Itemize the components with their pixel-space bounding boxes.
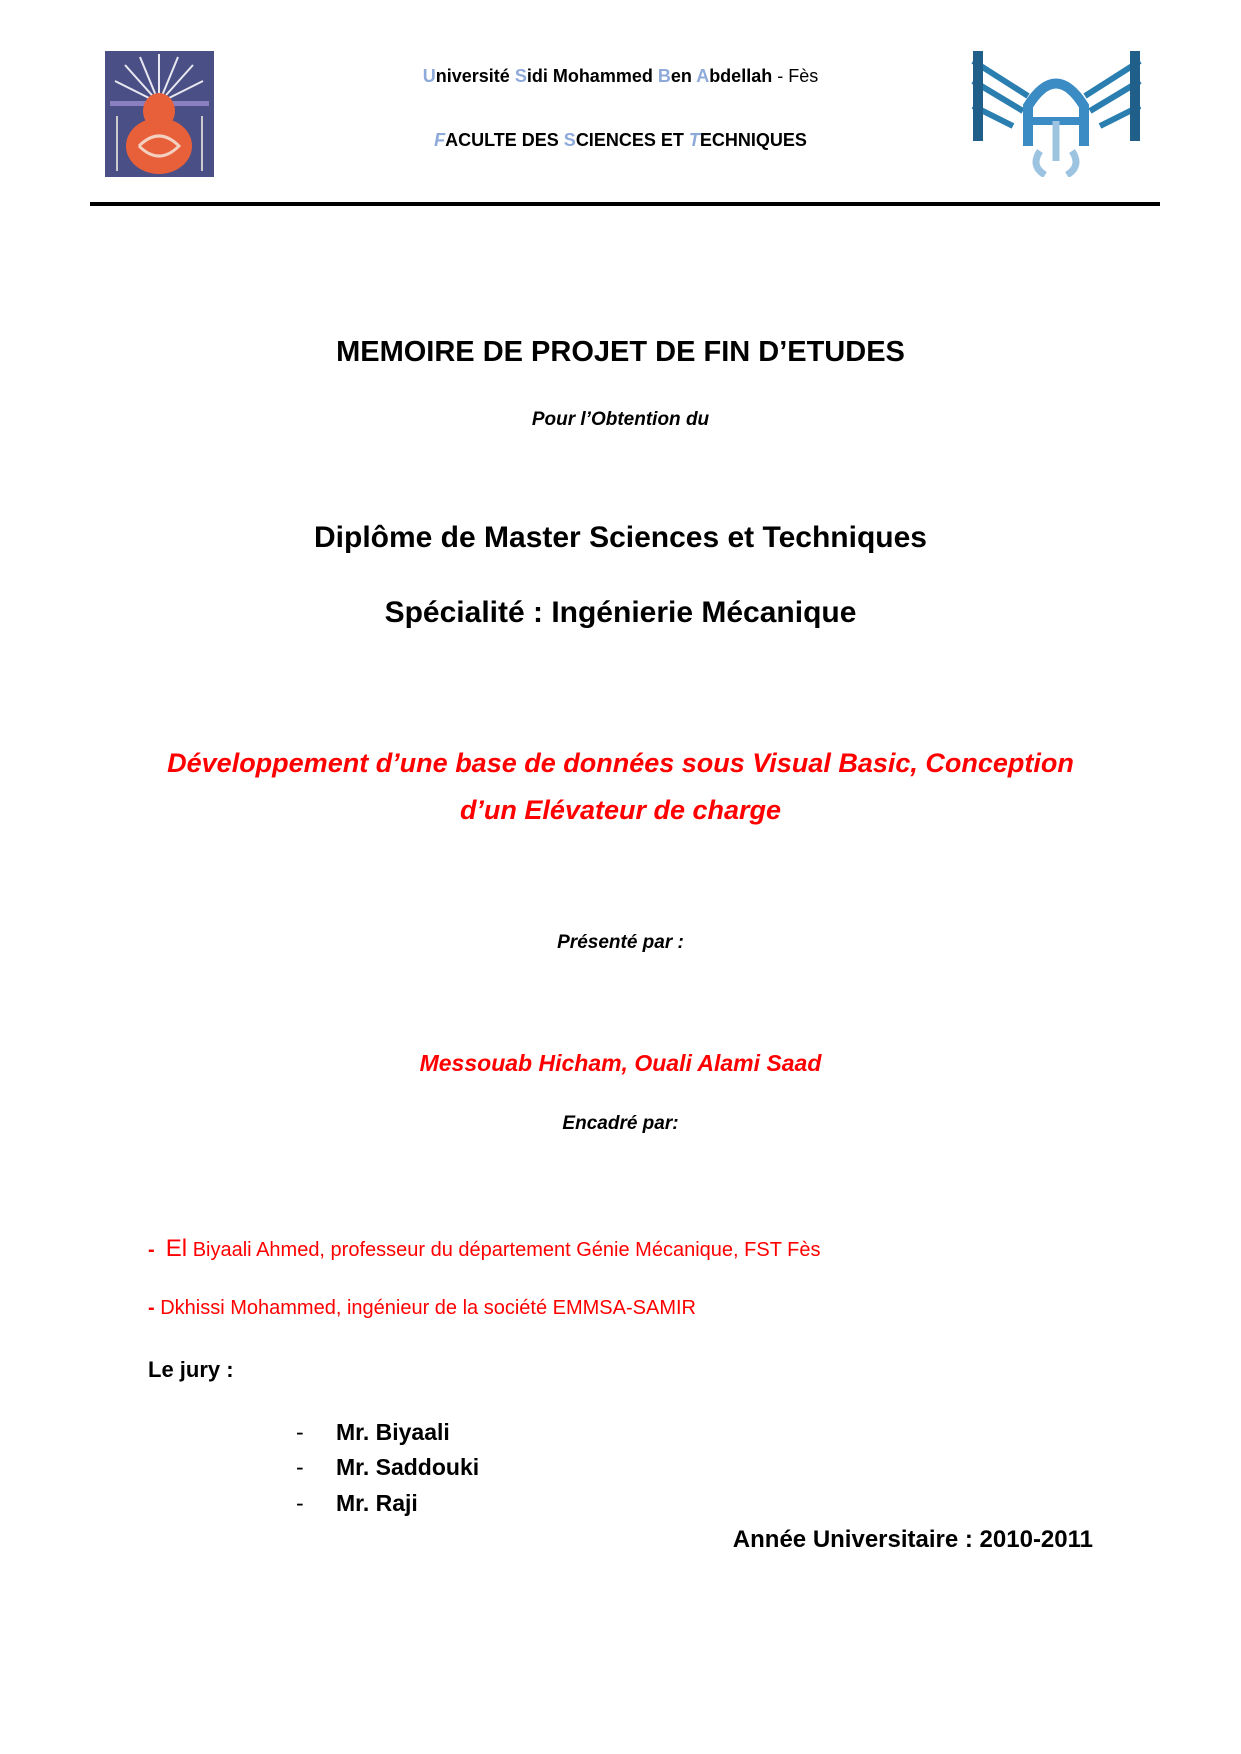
diploma-title: Diplôme de Master Sciences et Techniques (314, 521, 927, 554)
supervised-by-label: Encadré par: (562, 1113, 679, 1134)
obtention-label: Pour l’Obtention du (531, 409, 710, 430)
supervisor-item: - El Biyaali Ahmed, professeur du département Génie Mécanique, FST Fès (148, 1235, 821, 1262)
header-divider (90, 202, 1160, 206)
jury-member: - Mr. Saddouki (296, 1454, 480, 1480)
supervisor-item: - Dkhissi Mohammed, ingénieur de la société EMMSA-SAMIR (148, 1297, 696, 1319)
faculty-logo (968, 51, 1145, 177)
authors: Messouab Hicham, Ouali Alami Saad (419, 1050, 822, 1076)
jury-label: Le jury : (148, 1357, 234, 1382)
university-city: - Fès (772, 66, 819, 86)
specialty: Spécialité : Ingénierie Mécanique (384, 596, 857, 629)
presented-by-label: Présenté par : (557, 932, 684, 953)
university-word: Sidi Mohammed (514, 66, 658, 86)
university-word: Abdellah (696, 66, 773, 86)
faculty-name: FACULTE DES SCIENCES ET TECHNIQUES (434, 130, 807, 150)
document-type: MEMOIRE DE PROJET DE FIN D’ETUDES (336, 336, 905, 368)
academic-year: Année Universitaire : 2010-2011 (732, 1526, 1093, 1553)
project-title-line-2: d’un Elévateur de charge (459, 795, 782, 825)
university-word: Ben (657, 66, 697, 86)
jury-member: - Mr. Raji (296, 1490, 418, 1516)
jury-member: - Mr. Biyaali (296, 1419, 450, 1445)
project-title-line-1: Développement d’une base de données sous Visual Basic, Conception (167, 748, 1074, 778)
university-word: Université (422, 66, 515, 86)
